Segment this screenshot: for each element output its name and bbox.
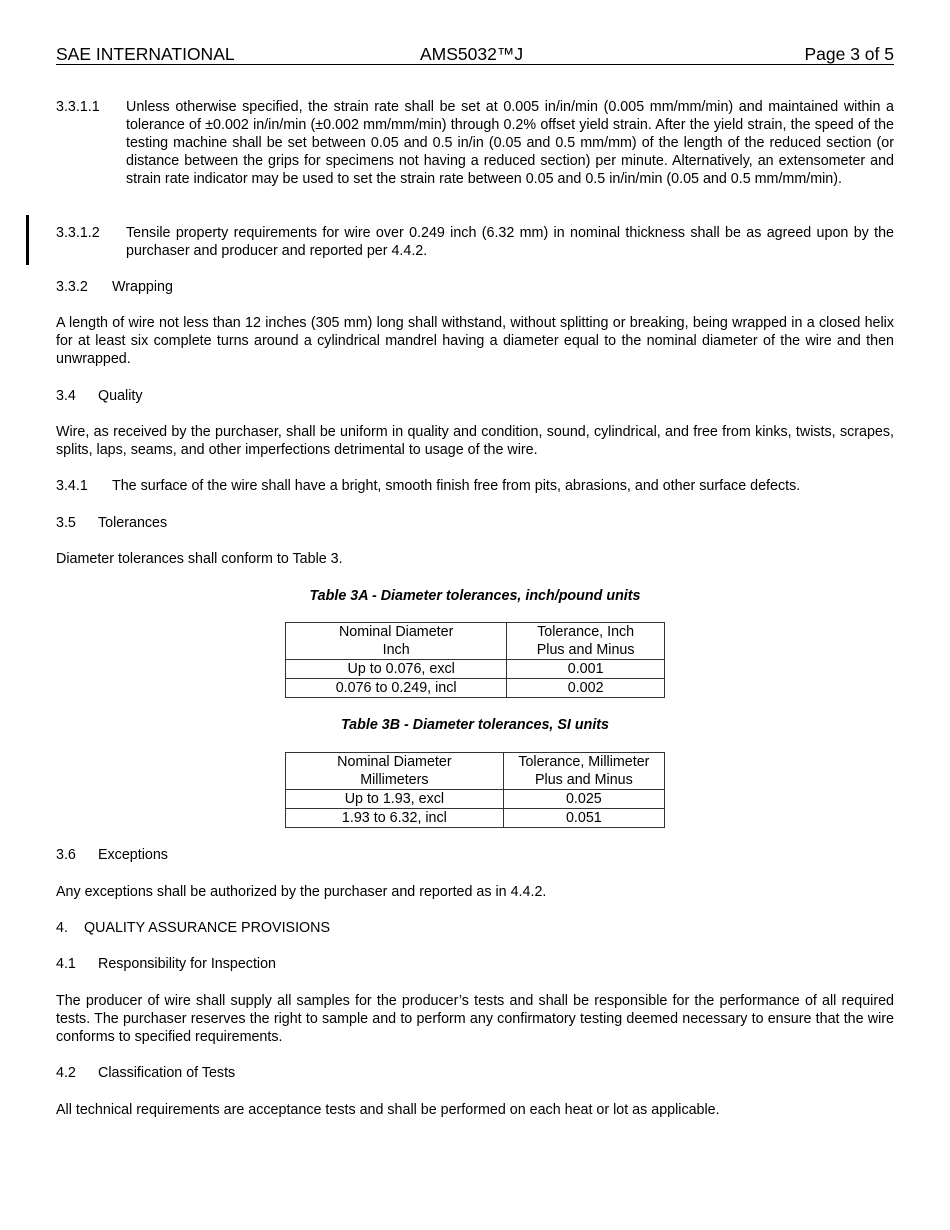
section-number: 3.3.2 [56, 279, 88, 295]
section-text: The producer of wire shall supply all samples for the producer’s tests and shall be responsible for the performance of all required tests. The purchaser reserves the right to sample and to perform any confirmatory testing deemed necessary to ensure that the wire conforms to specified requirements. [56, 993, 894, 1045]
table-3b [285, 752, 665, 828]
section-text: Tensile property requirements for wire over 0.249 inch (6.32 mm) in nominal thickness shall be as agreed upon by the purchaser and producer and reported per 4.4.2. [126, 225, 894, 259]
header-page-number: Page 3 of 5 [804, 44, 894, 64]
header-line: Plus and Minus [535, 772, 633, 788]
section-number: 4.2 [56, 1065, 76, 1081]
cell-tolerance: 0.025 [503, 790, 664, 809]
header-line: Millimeters [360, 772, 429, 788]
section-title: Exceptions [98, 847, 168, 863]
table-row [286, 790, 665, 809]
section-title: Tolerances [98, 515, 168, 531]
cell-diameter: 0.076 to 0.249, incl [286, 679, 507, 698]
section-text: Unless otherwise specified, the strain rate shall be set at 0.005 in/in/min (0.005 mm/mm/min) and maintained within a tolerance of ±0.002 in/in/min (±0.002 mm/mm/min) through 0.2% offset yield strain. After the yield strain, the speed of the testing machine shall be set between 0.05 and 0.5 in/in (0.05 and 0.5 mm/mm) of the length of the reduced section (or distance between the grips for specimens not having a reduced section) per minute. Alternatively, an extensometer and strain rate indicator may be used to set the strain rate between 0.05 and 0.5 in/in/min (0.05 and 0.5 mm/mm/min). [126, 99, 894, 187]
section-3-4-heading [56, 387, 143, 405]
section-text: Diameter tolerances shall conform to Table 3. [56, 551, 343, 567]
section-number: 3.3.1.1 [56, 99, 100, 115]
section-4-2-body [56, 1101, 894, 1119]
section-3-5-body [56, 550, 894, 568]
section-3-3-1-2 [56, 224, 894, 260]
cell-diameter: Up to 0.076, excl [286, 660, 507, 679]
header-tolerance [507, 623, 665, 660]
header-line: Nominal Diameter [338, 624, 454, 640]
section-number: 3.4 [56, 388, 76, 404]
section-text: All technical requirements are acceptance tests and shall be performed on each heat or lot as applicable. [56, 1102, 720, 1118]
header-line: Plus and Minus [536, 642, 635, 658]
revision-change-bar [26, 215, 29, 265]
section-number: 3.4.1 [56, 478, 88, 494]
section-4-1-heading [56, 955, 276, 973]
section-text: Any exceptions shall be authorized by the purchaser and reported as in 4.4.2. [56, 884, 547, 900]
header-nominal-diameter [286, 623, 507, 660]
section-title: Responsibility for Inspection [98, 956, 277, 972]
section-number: 3.5 [56, 515, 76, 531]
section-3-4-body [56, 423, 894, 459]
header-tolerance [503, 753, 664, 790]
section-4-heading [56, 919, 330, 937]
section-number: 4. [56, 920, 68, 936]
table-3a [285, 622, 665, 698]
section-title: Quality [98, 388, 143, 404]
section-4-2-heading [56, 1064, 235, 1082]
cell-diameter: Up to 1.93, excl [286, 790, 504, 809]
section-3-3-2-heading [56, 278, 173, 296]
section-3-6-body [56, 883, 894, 901]
header-line: Tolerance, Millimeter [518, 754, 650, 770]
header-line: Tolerance, Inch [537, 624, 635, 640]
cell-tolerance: 0.002 [507, 679, 665, 698]
cell-tolerance: 0.051 [503, 809, 664, 828]
header-line: Inch [382, 642, 410, 658]
section-number: 4.1 [56, 956, 76, 972]
table-row [286, 679, 665, 698]
table-3a-title: Table 3A - Diameter tolerances, inch/pound units [309, 588, 641, 604]
table-header-row [286, 623, 665, 660]
header-org: SAE INTERNATIONAL [56, 44, 235, 64]
header-line: Nominal Diameter [337, 754, 452, 770]
section-number: 3.6 [56, 847, 76, 863]
section-3-3-2-body [56, 314, 894, 368]
cell-tolerance: 0.001 [507, 660, 665, 679]
section-3-6-heading [56, 846, 168, 864]
section-text: Wire, as received by the purchaser, shall be uniform in quality and condition, sound, cylindrical, and free from kinks, twists, scrapes, splits, laps, seams, and other imperfections detrimental to usage of the wire. [56, 424, 894, 458]
table-row [286, 660, 665, 679]
section-number: 3.3.1.2 [56, 225, 100, 241]
section-title: QUALITY ASSURANCE PROVISIONS [84, 920, 331, 936]
cell-diameter: 1.93 to 6.32, incl [286, 809, 504, 828]
header-doc-id: AMS5032™J [420, 44, 524, 64]
page-header [56, 44, 894, 65]
section-title: Classification of Tests [98, 1065, 236, 1081]
table-header-row [286, 753, 665, 790]
table-3b-title: Table 3B - Diameter tolerances, SI units [340, 717, 610, 733]
header-nominal-diameter [286, 753, 504, 790]
section-3-3-1-1 [56, 98, 894, 188]
table-row [286, 809, 665, 828]
section-3-5-heading [56, 514, 167, 532]
section-title: Wrapping [112, 279, 173, 295]
section-3-4-1 [56, 477, 800, 495]
section-4-1-body [56, 992, 894, 1046]
section-text: A length of wire not less than 12 inches (305 mm) long shall withstand, without splitting or breaking, being wrapped in a closed helix for at least six complete turns around a cylindrical mandrel having a diameter equal to the nominal diameter of the wire and then unwrapped. [56, 315, 894, 367]
section-text: The surface of the wire shall have a bright, smooth finish free from pits, abrasions, and other surface defects. [112, 478, 801, 494]
